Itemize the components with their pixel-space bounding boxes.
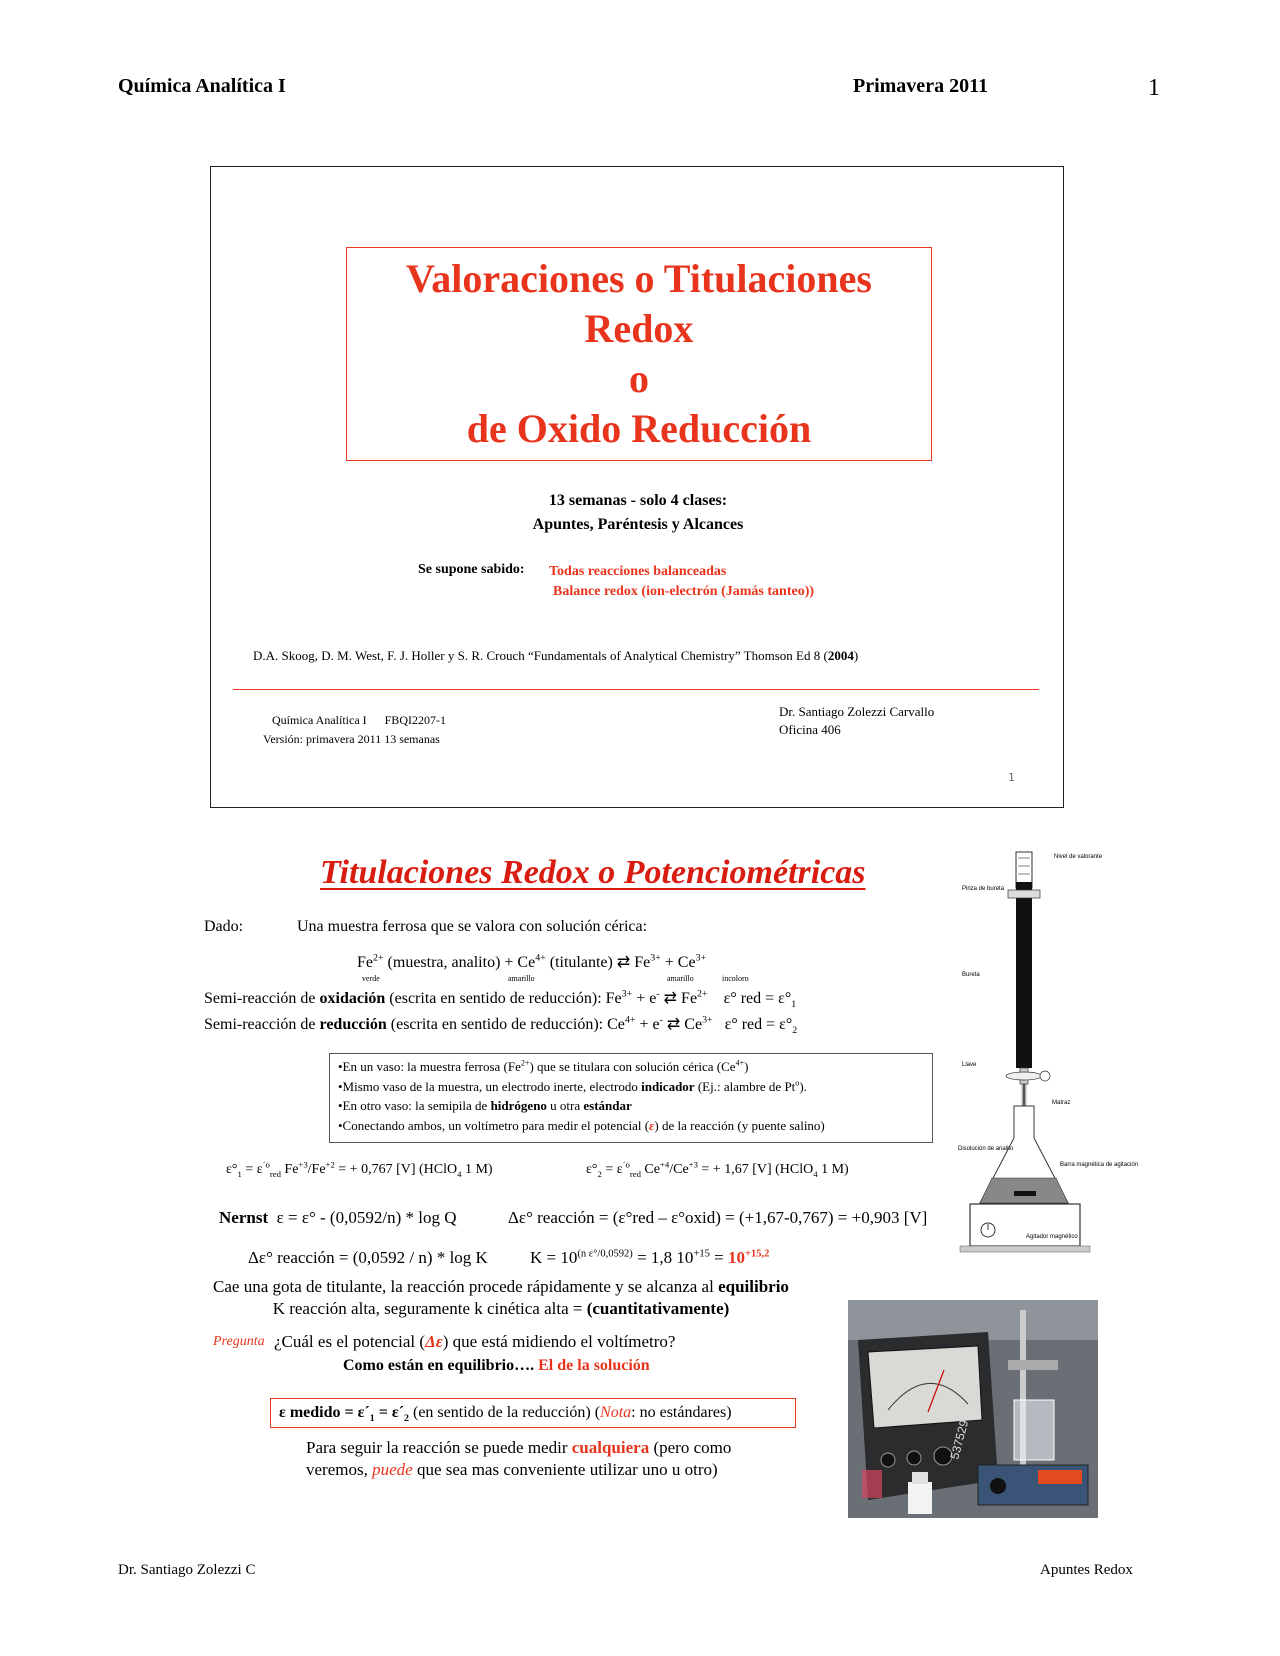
reduction-half-reaction — [204, 1014, 798, 1037]
subscript: 1 — [791, 999, 797, 1011]
text: Fe — [280, 1162, 299, 1177]
text: Semi-reacción de — [204, 1016, 320, 1033]
question-text — [274, 1332, 675, 1352]
given-text: Una muestra ferrosa que se valora con solución cérica: — [297, 918, 648, 935]
charge: 3+ — [621, 988, 633, 1000]
text: = — [709, 1248, 728, 1267]
text: (escrita en sentido de reducción): Fe — [385, 990, 622, 1007]
keyword: oxidación — [319, 990, 386, 1007]
text: 1 M) — [817, 1162, 849, 1177]
text: 1 M) — [461, 1162, 493, 1177]
charge: 2+ — [520, 1058, 530, 1068]
keyword: equilibrio — [718, 1277, 789, 1296]
superscript: ´o — [262, 1159, 270, 1170]
keyword: indicador — [641, 1078, 695, 1094]
text: ) de la reacción (y puente salino) — [654, 1117, 825, 1133]
standard-potential-2 — [586, 1159, 849, 1179]
color-label-yellow: amarillo — [667, 974, 694, 983]
charge: +2 — [325, 1159, 335, 1170]
follow-reaction-text — [306, 1437, 731, 1481]
measured-potential-box — [270, 1398, 796, 1428]
text: = ε — [241, 1162, 263, 1177]
text: (pero como — [649, 1438, 732, 1457]
reference-close: ) — [853, 648, 859, 663]
subscript: 2 — [404, 1413, 409, 1425]
text: ε° — [586, 1162, 598, 1177]
reference-year: 2004 — [827, 648, 854, 663]
text: + e — [632, 990, 657, 1007]
text: : no estándares) — [631, 1404, 732, 1421]
text: = ε — [601, 1162, 623, 1177]
text-line — [0, 1276, 1002, 1298]
delta-log-k-equation: Δε° reacción = (0,0592 / n) * log K — [248, 1248, 488, 1267]
text: ) que se titulara con solución cérica (Ce — [529, 1059, 736, 1074]
note-line — [338, 1057, 924, 1077]
text-line — [306, 1437, 731, 1459]
keyword: (cuantitativamente) — [586, 1299, 730, 1318]
subscript: 4 — [457, 1168, 462, 1179]
titration-diagram — [956, 848, 1139, 1288]
slide-title-line-1: Valoraciones o Titulaciones — [406, 256, 872, 301]
text: •En un vaso: la muestra ferrosa (Fe — [338, 1059, 521, 1074]
slide-number: 1 — [1008, 771, 1015, 784]
epsilon-symbol: ε — [649, 1117, 655, 1133]
delta-potential-equation: Δε° reacción = (ε°red – ε°oxid) = (+1,67-0,767) = +0,903 [V] — [508, 1208, 928, 1227]
course-version: Versión: primavera 2011 13 semanas — [263, 732, 440, 746]
reference-authors: D.A. Skoog, D. M. West, F. J. Holler y S. R. Crouch “Fundamentals of Analytical Chemistry” Thomson Ed 8 ( — [253, 648, 828, 663]
charge: +3 — [298, 1159, 308, 1170]
professor-office: Oficina 406 — [779, 722, 841, 737]
subscript: 2 — [792, 1025, 798, 1037]
keyword: estándar — [583, 1098, 632, 1113]
text-line — [306, 1459, 731, 1481]
setup-notes-box — [329, 1053, 933, 1143]
subscript: red — [269, 1168, 281, 1179]
standard-potential-1 — [226, 1159, 493, 1179]
text: = + 0,767 [V] (HClO — [334, 1162, 458, 1177]
charge: 3+ — [650, 952, 661, 964]
label-titrant-level: Nivel de valorante — [1054, 854, 1103, 860]
charge: - — [659, 1014, 663, 1026]
text: ε° — [226, 1162, 238, 1177]
text: (en sentido de la reducción) ( — [408, 1404, 601, 1421]
keyword: cualquiera — [571, 1438, 650, 1457]
text: ε medido = ε´ — [279, 1404, 370, 1421]
keyword: puede — [372, 1460, 413, 1479]
meter-serial: 537529 — [947, 1418, 972, 1461]
prerequisite-item: Todas reacciones balanceadas — [549, 564, 727, 579]
text: ε° red = ε° — [712, 1016, 793, 1033]
text: veremos, — [306, 1460, 373, 1479]
reaction-term: Fe — [357, 954, 373, 971]
exponent: +15,2 — [744, 1248, 770, 1260]
superscript: ´o — [622, 1159, 630, 1170]
text: ⇄ Fe — [659, 990, 698, 1007]
slide-title-line-2: Redox — [584, 306, 694, 351]
prerequisite-item: Balance redox (ion-electrón (Jamás tanteo)) — [553, 584, 815, 599]
text: K reacción alta, seguramente k cinética alta = — [272, 1299, 587, 1318]
text: •En otro vaso: la semipila de — [338, 1098, 491, 1113]
reaction-term: (muestra, analito) + Ce — [383, 954, 536, 971]
subscript: 1 — [237, 1168, 242, 1179]
page-number: 1 — [1148, 75, 1160, 101]
text: ε° red = ε° — [707, 990, 792, 1007]
equilibrium-constant — [530, 1248, 769, 1268]
text: + e — [635, 1016, 660, 1033]
keyword: reducción — [319, 1016, 387, 1033]
subscript: 1 — [369, 1413, 375, 1425]
reference-text — [253, 648, 858, 664]
text: (Ej.: alambre de Pt — [694, 1078, 796, 1094]
text: ¿Cuál es el potencial ( — [274, 1332, 426, 1351]
answer-highlight: El de la solución — [538, 1357, 650, 1374]
note-label: Nota — [600, 1404, 632, 1421]
label-flask: Matraz — [1052, 1100, 1071, 1106]
overall-reaction — [357, 952, 706, 972]
subscript: red — [629, 1168, 641, 1179]
subtitle-line-1: 13 semanas - solo 4 clases: — [548, 492, 728, 509]
text: que sea mas conveniente utilizar uno u otro) — [412, 1460, 718, 1479]
text: ε = ε° - (0,0592/n) * log Q — [268, 1208, 457, 1227]
text: /Ce — [669, 1162, 689, 1177]
text: Cae una gota de titulante, la reacción procede rápidamente y se alcanza al — [213, 1277, 719, 1296]
slide-subtitle — [211, 489, 1065, 537]
page-header-course: Química Analítica I — [118, 75, 286, 97]
subtitle-line-2: Apuntes, Paréntesis y Alcances — [532, 516, 744, 533]
question-label: Pregunta — [213, 1334, 265, 1349]
delta-epsilon-symbol: Δε — [425, 1332, 443, 1351]
text: ⇄ Ce — [662, 1016, 703, 1033]
text: Como están en equilibrio…. — [343, 1357, 535, 1374]
charge: 4+ — [535, 952, 546, 964]
text: ) que está midiendo el voltímetro? — [442, 1332, 676, 1351]
text: = 1,8 10 — [632, 1248, 694, 1267]
label-burette: Bureta — [962, 972, 980, 978]
divider — [233, 689, 1039, 690]
potentiometer-photo — [848, 1300, 1098, 1518]
keyword: hidrógeno — [490, 1098, 547, 1113]
charge: 3+ — [702, 1014, 713, 1026]
text: (escrita en sentido de reducción): Ce — [386, 1016, 625, 1033]
slide-title-line-3: o — [629, 356, 649, 401]
page-header-term: Primavera 2011 — [853, 75, 988, 97]
color-label-colorless: incoloro — [722, 974, 749, 983]
titration-apparatus-illustration — [956, 848, 1139, 1288]
charge: 4+ — [735, 1058, 745, 1068]
reaction-term: + Ce — [660, 954, 696, 971]
given-label: Dado: — [204, 918, 244, 935]
footer-author: Dr. Santiago Zolezzi C — [118, 1562, 256, 1578]
label-stir-bar: Barra magnética de agitación — [1060, 1162, 1139, 1168]
label-burette-clamp: Pinza de bureta — [962, 886, 1005, 892]
charge: 2+ — [697, 988, 708, 1000]
text: ) — [744, 1059, 749, 1074]
note-line — [338, 1096, 924, 1116]
charge: +3 — [688, 1159, 698, 1170]
superscript: o — [795, 1078, 800, 1088]
label-analyte-solution: Disolución de analito — [958, 1146, 1014, 1152]
text: u otra — [546, 1098, 584, 1113]
text: •Conectando ambos, un voltímetro para medir el potencial ( — [338, 1117, 650, 1133]
professor-name: Dr. Santiago Zolezzi Carvallo — [779, 704, 935, 719]
answer-text — [343, 1357, 650, 1375]
photo-drawing — [848, 1300, 1098, 1518]
footer-title: Apuntes Redox — [1040, 1562, 1133, 1578]
nernst-equation — [219, 1208, 456, 1228]
exponent: (n ε°/0,0592) — [577, 1248, 633, 1260]
title-slide — [210, 166, 1064, 808]
note-line — [338, 1077, 924, 1097]
charge: 3+ — [695, 952, 707, 964]
label-magnetic-stirrer: Agitador magnético — [1026, 1234, 1078, 1240]
professor-info — [779, 703, 934, 739]
oxidation-half-reaction — [204, 988, 797, 1011]
text: = ε´ — [374, 1404, 405, 1421]
text: Para seguir la reacción se puede medir — [306, 1438, 572, 1457]
course-info — [263, 711, 446, 749]
charge: +4 — [659, 1159, 670, 1170]
charge: 4+ — [624, 1014, 636, 1026]
text: /Fe — [307, 1162, 326, 1177]
slide-title-line-4: de Oxido Reducción — [466, 406, 812, 451]
slide-title-box — [346, 247, 932, 461]
text: = + 1,67 [V] (HClO — [697, 1162, 814, 1177]
exponent: +15 — [693, 1248, 710, 1260]
subscript: 2 — [597, 1168, 602, 1179]
label-stopcock: Llave — [962, 1062, 977, 1068]
charge: 2+ — [373, 952, 384, 964]
color-label-yellow: amarillo — [508, 974, 535, 983]
text: Ce — [640, 1162, 660, 1177]
text: Semi-reacción de — [204, 990, 320, 1007]
subscript: 4 — [813, 1168, 818, 1179]
text: ). — [799, 1078, 807, 1094]
section-title: Titulaciones Redox o Potenciométricas — [320, 854, 866, 891]
text: K = 10 — [530, 1248, 578, 1267]
note-line — [338, 1116, 924, 1136]
course-code: Química Analítica I FBQI2207-1 — [272, 713, 446, 727]
color-label-green: verde — [362, 974, 380, 983]
k-value: 10 — [727, 1248, 745, 1267]
prerequisites-list — [549, 562, 814, 602]
text: •Mismo vaso de la muestra, un electrodo inerte, electrodo — [338, 1078, 642, 1094]
prerequisites-label: Se supone sabido: — [418, 562, 525, 577]
reaction-term: (titulante) ⇄ Fe — [545, 954, 651, 971]
nernst-label: Nernst — [219, 1208, 269, 1227]
charge: - — [656, 988, 660, 1000]
